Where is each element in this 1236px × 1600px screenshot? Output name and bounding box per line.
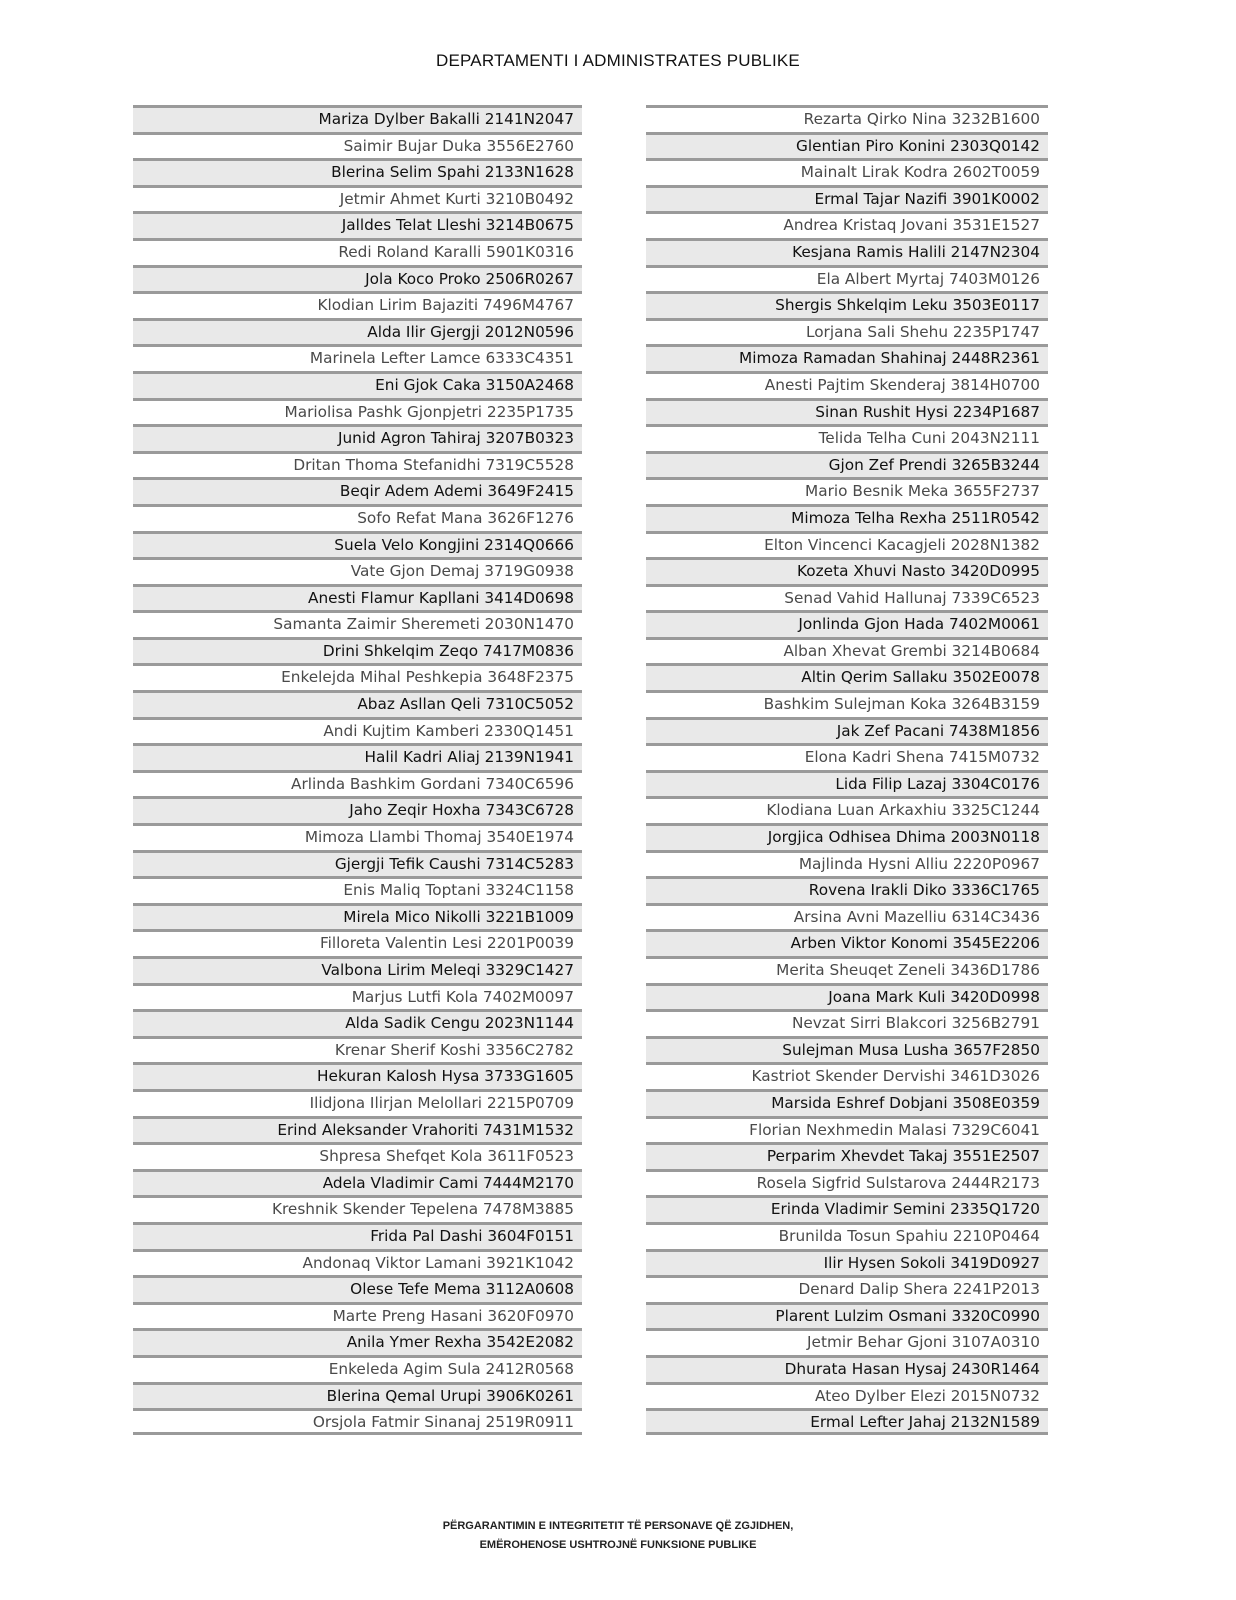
name-entry: Jetmir Behar Gjoni 3107A0310 (646, 1328, 1048, 1355)
name-entry: Rovena Irakli Diko 3336C1765 (646, 876, 1048, 903)
name-entry: Perparim Xhevdet Takaj 3551E2507 (646, 1142, 1048, 1169)
name-entry: Erind Aleksander Vrahoriti 7431M1532 (133, 1116, 582, 1143)
name-entry: Arsina Avni Mazelliu 6314C3436 (646, 903, 1048, 930)
name-entry: Telida Telha Cuni 2043N2111 (646, 424, 1048, 451)
name-entry: Jola Koco Proko 2506R0267 (133, 265, 582, 292)
name-entry: Enis Maliq Toptani 3324C1158 (133, 876, 582, 903)
name-entry: Mainalt Lirak Kodra 2602T0059 (646, 158, 1048, 185)
name-entry: Redi Roland Karalli 5901K0316 (133, 238, 582, 265)
name-entry: Enkelejda Mihal Peshkepia 3648F2375 (133, 663, 582, 690)
name-entry: Mirela Mico Nikolli 3221B1009 (133, 903, 582, 930)
name-entry: Jorgjica Odhisea Dhima 2003N0118 (646, 823, 1048, 850)
name-entry: Jaho Zeqir Hoxha 7343C6728 (133, 796, 582, 823)
name-entry: Arben Viktor Konomi 3545E2206 (646, 929, 1048, 956)
name-entry: Sinan Rushit Hysi 2234P1687 (646, 398, 1048, 425)
name-entry: Marsida Eshref Dobjani 3508E0359 (646, 1089, 1048, 1116)
name-entry: Lorjana Sali Shehu 2235P1747 (646, 318, 1048, 345)
name-entry: Enkeleda Agim Sula 2412R0568 (133, 1355, 582, 1382)
name-entry: Gjon Zef Prendi 3265B3244 (646, 451, 1048, 478)
name-entry: Marte Preng Hasani 3620F0970 (133, 1302, 582, 1329)
name-entry: Majlinda Hysni Alliu 2220P0967 (646, 850, 1048, 877)
name-entry: Shergis Shkelqim Leku 3503E0117 (646, 291, 1048, 318)
name-entry: Halil Kadri Aliaj 2139N1941 (133, 743, 582, 770)
name-entry: Vate Gjon Demaj 3719G0938 (133, 557, 582, 584)
name-entry: Altin Qerim Sallaku 3502E0078 (646, 663, 1048, 690)
name-entry: Alda Ilir Gjergji 2012N0596 (133, 318, 582, 345)
name-entry: Alda Sadik Cengu 2023N1144 (133, 1009, 582, 1036)
name-entry: Hekuran Kalosh Hysa 3733G1605 (133, 1062, 582, 1089)
name-entry: Lida Filip Lazaj 3304C0176 (646, 770, 1048, 797)
name-entry: Plarent Lulzim Osmani 3320C0990 (646, 1302, 1048, 1329)
name-entry: Abaz Asllan Qeli 7310C5052 (133, 690, 582, 717)
name-entry: Kesjana Ramis Halili 2147N2304 (646, 238, 1048, 265)
name-entry: Elona Kadri Shena 7415M0732 (646, 743, 1048, 770)
name-entry: Marinela Lefter Lamce 6333C4351 (133, 344, 582, 371)
name-entry: Kozeta Xhuvi Nasto 3420D0995 (646, 557, 1048, 584)
name-entry: Rosela Sigfrid Sulstarova 2444R2173 (646, 1169, 1048, 1196)
name-entry: Adela Vladimir Cami 7444M2170 (133, 1169, 582, 1196)
name-entry: Mariza Dylber Bakalli 2141N2047 (133, 105, 582, 132)
name-entry: Samanta Zaimir Sheremeti 2030N1470 (133, 610, 582, 637)
name-entry: Klodiana Luan Arkaxhiu 3325C1244 (646, 796, 1048, 823)
name-entry: Filloreta Valentin Lesi 2201P0039 (133, 929, 582, 956)
name-entry: Andrea Kristaq Jovani 3531E1527 (646, 211, 1048, 238)
right-name-list (646, 105, 1048, 1435)
name-entry: Gjergji Tefik Caushi 7314C5283 (133, 850, 582, 877)
name-entry: Blerina Qemal Urupi 3906K0261 (133, 1382, 582, 1409)
name-entry: Joana Mark Kuli 3420D0998 (646, 983, 1048, 1010)
name-entry: Dhurata Hasan Hysaj 2430R1464 (646, 1355, 1048, 1382)
left-name-list (133, 105, 582, 1435)
name-entry: Denard Dalip Shera 2241P2013 (646, 1275, 1048, 1302)
name-entry: Mario Besnik Meka 3655F2737 (646, 477, 1048, 504)
footer-line-1: PËRGARANTIMIN E INTEGRITETIT TË PERSONAVE QË ZGJIDHEN, (442, 1520, 794, 1532)
name-entry: Nevzat Sirri Blakcori 3256B2791 (646, 1009, 1048, 1036)
name-entry: Elton Vincenci Kacagjeli 2028N1382 (646, 531, 1048, 558)
name-entry: Kreshnik Skender Tepelena 7478M3885 (133, 1195, 582, 1222)
name-entry: Dritan Thoma Stefanidhi 7319C5528 (133, 451, 582, 478)
name-entry: Andi Kujtim Kamberi 2330Q1451 (133, 717, 582, 744)
name-entry: Ermal Tajar Nazifi 3901K0002 (646, 185, 1048, 212)
name-entry: Ermal Lefter Jahaj 2132N1589 (646, 1408, 1048, 1435)
name-entry: Merita Sheuqet Zeneli 3436D1786 (646, 956, 1048, 983)
name-entry: Drini Shkelqim Zeqo 7417M0836 (133, 637, 582, 664)
name-entry: Bashkim Sulejman Koka 3264B3159 (646, 690, 1048, 717)
name-entry: Anesti Pajtim Skenderaj 3814H0700 (646, 371, 1048, 398)
name-entry: Mimoza Telha Rexha 2511R0542 (646, 504, 1048, 531)
name-entry: Kastriot Skender Dervishi 3461D3026 (646, 1062, 1048, 1089)
name-entry: Valbona Lirim Meleqi 3329C1427 (133, 956, 582, 983)
name-entry: Rezarta Qirko Nina 3232B1600 (646, 105, 1048, 132)
name-entry: Sulejman Musa Lusha 3657F2850 (646, 1036, 1048, 1063)
name-entry: Mimoza Ramadan Shahinaj 2448R2361 (646, 344, 1048, 371)
name-entry: Ilidjona Ilirjan Melollari 2215P0709 (133, 1089, 582, 1116)
name-entry: Senad Vahid Hallunaj 7339C6523 (646, 584, 1048, 611)
name-entry: Orsjola Fatmir Sinanaj 2519R0911 (133, 1408, 582, 1435)
name-entry: Jak Zef Pacani 7438M1856 (646, 717, 1048, 744)
footer (0, 1517, 1236, 1555)
name-entry: Marjus Lutfi Kola 7402M0097 (133, 983, 582, 1010)
name-entry: Jonlinda Gjon Hada 7402M0061 (646, 610, 1048, 637)
name-entry: Arlinda Bashkim Gordani 7340C6596 (133, 770, 582, 797)
name-entry: Ela Albert Myrtaj 7403M0126 (646, 265, 1048, 292)
name-entry: Mimoza Llambi Thomaj 3540E1974 (133, 823, 582, 850)
name-entry: Sofo Refat Mana 3626F1276 (133, 504, 582, 531)
name-entry: Erinda Vladimir Semini 2335Q1720 (646, 1195, 1048, 1222)
footer-line-2: EMËROHENOSE USHTROJNË FUNKSIONE PUBLIKE (479, 1539, 757, 1551)
name-entry: Klodian Lirim Bajaziti 7496M4767 (133, 291, 582, 318)
name-entry: Blerina Selim Spahi 2133N1628 (133, 158, 582, 185)
name-entry: Ilir Hysen Sokoli 3419D0927 (646, 1249, 1048, 1276)
name-entry: Mariolisa Pashk Gjonpjetri 2235P1735 (133, 398, 582, 425)
name-entry: Suela Velo Kongjini 2314Q0666 (133, 531, 582, 558)
name-entry: Florian Nexhmedin Malasi 7329C6041 (646, 1116, 1048, 1143)
name-entry: Anesti Flamur Kapllani 3414D0698 (133, 584, 582, 611)
name-entry: Olese Tefe Mema 3112A0608 (133, 1275, 582, 1302)
page-title: DEPARTAMENTI I ADMINISTRATES PUBLIKE (436, 51, 800, 70)
name-entry: Jalldes Telat Lleshi 3214B0675 (133, 211, 582, 238)
name-entry: Eni Gjok Caka 3150A2468 (133, 371, 582, 398)
name-entry: Krenar Sherif Koshi 3356C2782 (133, 1036, 582, 1063)
name-entry: Brunilda Tosun Spahiu 2210P0464 (646, 1222, 1048, 1249)
name-entry: Anila Ymer Rexha 3542E2082 (133, 1328, 582, 1355)
name-entry: Jetmir Ahmet Kurti 3210B0492 (133, 185, 582, 212)
name-entry: Frida Pal Dashi 3604F0151 (133, 1222, 582, 1249)
name-entry: Ateo Dylber Elezi 2015N0732 (646, 1382, 1048, 1409)
name-entry: Junid Agron Tahiraj 3207B0323 (133, 424, 582, 451)
name-entry: Shpresa Shefqet Kola 3611F0523 (133, 1142, 582, 1169)
name-entry: Saimir Bujar Duka 3556E2760 (133, 132, 582, 159)
name-entry: Beqir Adem Ademi 3649F2415 (133, 477, 582, 504)
name-entry: Andonaq Viktor Lamani 3921K1042 (133, 1249, 582, 1276)
name-entry: Alban Xhevat Grembi 3214B0684 (646, 637, 1048, 664)
name-entry: Glentian Piro Konini 2303Q0142 (646, 132, 1048, 159)
